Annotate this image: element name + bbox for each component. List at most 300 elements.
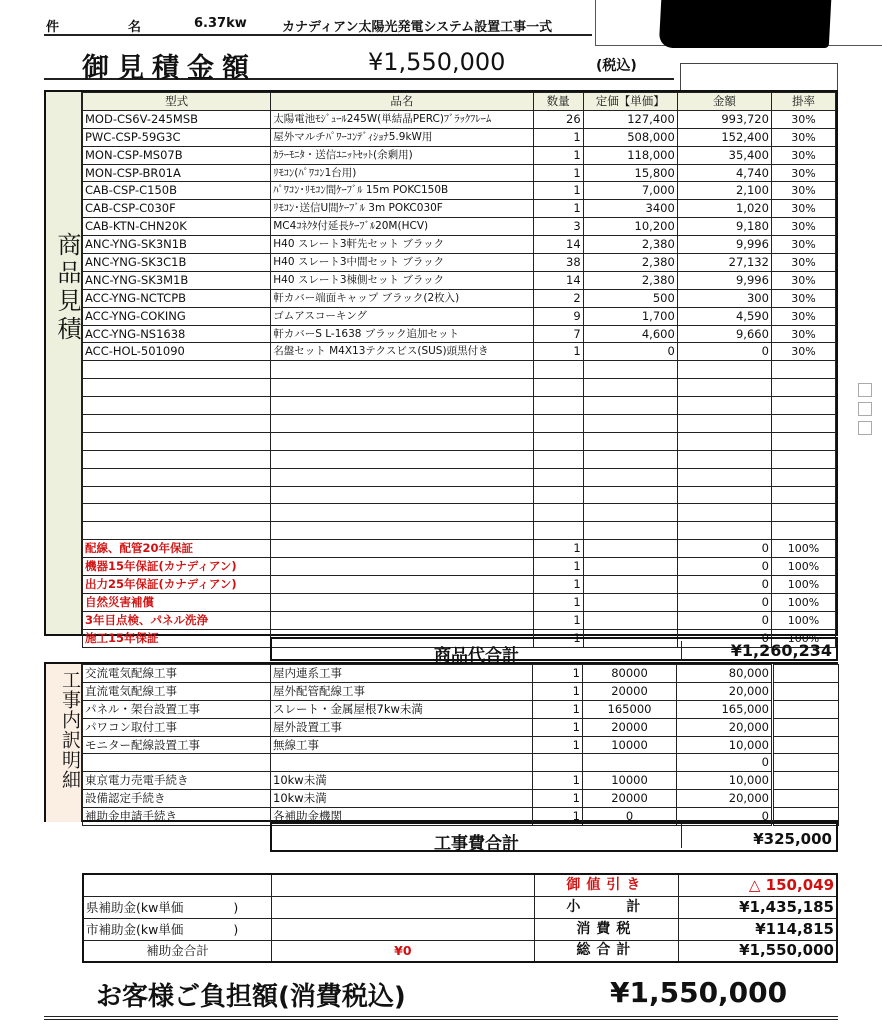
empty-cell: [533, 522, 583, 540]
products-subtotal-row: [270, 637, 838, 666]
price-cell: [583, 593, 677, 611]
price-cell: 80000: [583, 665, 677, 683]
rate-cell: 100%: [771, 540, 835, 558]
qty-cell: 1: [533, 593, 583, 611]
empty-cell: [677, 522, 771, 540]
empty-row: [83, 522, 836, 540]
empty-cell: [677, 432, 771, 450]
checkbox-icon[interactable]: [858, 421, 872, 435]
city-subsidy-value[interactable]: [272, 918, 535, 940]
price-cell: 508,000: [583, 128, 677, 146]
qty-cell: 1: [533, 718, 583, 736]
amount-cell: 27,132: [677, 254, 771, 272]
summary-row: [83, 940, 837, 962]
price-cell: 0: [583, 808, 677, 826]
products-subtotal-value: ¥1,260,234: [730, 641, 832, 660]
total-label: 総合計: [534, 940, 678, 962]
empty-cell: [271, 522, 533, 540]
rate-cell: 30%: [771, 128, 835, 146]
amount-cell: 9,996: [677, 271, 771, 289]
subject-line: [44, 10, 592, 36]
name-cell: 太陽電池ﾓｼﾞｭｰﾙ245W(単結晶PERC)ﾌﾞﾗｯｸﾌﾚｰﾑ: [271, 110, 533, 128]
name-cell: ﾘﾓｺﾝ(ﾊﾟﾜｺﾝ1台用): [271, 164, 533, 182]
model-cell: PWC-CSP-59G3C: [83, 128, 271, 146]
works-total-value: ¥325,000: [753, 830, 832, 848]
empty-cell: [533, 397, 583, 415]
amount-cell: 20,000: [677, 718, 773, 736]
empty-cell: [773, 665, 839, 683]
model-cell: CAB-CSP-C030F: [83, 200, 271, 218]
product-row: [83, 128, 836, 146]
work-row: [83, 700, 839, 718]
customer-payment-value: ¥1,550,000: [610, 976, 788, 1009]
price-cell: 15,800: [583, 164, 677, 182]
qty-cell: 14: [533, 271, 583, 289]
qty-cell: 1: [533, 343, 583, 361]
rate-cell: 100%: [771, 611, 835, 629]
name-cell: 名盤セット M4X13テクスビス(SUS)頭黒付き: [271, 343, 533, 361]
amount-cell: 0: [677, 576, 771, 594]
rate-cell: 100%: [771, 558, 835, 576]
rate-cell: 30%: [771, 146, 835, 164]
model-cell: MOD-CS6V-245MSB: [83, 110, 271, 128]
rate-cell: 30%: [771, 110, 835, 128]
column-header: 掛率: [771, 93, 835, 111]
empty-cell: [533, 468, 583, 486]
work-item-cell: 補助金申請手続き: [83, 808, 271, 826]
product-row: [83, 325, 836, 343]
empty-cell: [533, 361, 583, 379]
empty-cell: [83, 450, 271, 468]
empty-cell: [771, 522, 835, 540]
empty-cell: [583, 486, 677, 504]
qty-cell: 1: [533, 576, 583, 594]
model-cell: ACC-YNG-COKING: [83, 307, 271, 325]
amount-cell: 0: [677, 754, 773, 772]
work-detail-cell: 各補助金機関: [271, 808, 533, 826]
price-cell: 20000: [583, 790, 677, 808]
price-cell: 4,600: [583, 325, 677, 343]
amount-cell: 0: [677, 808, 773, 826]
empty-cell: [83, 522, 271, 540]
empty-cell: [271, 468, 533, 486]
qty-cell: 3: [533, 218, 583, 236]
summary-blank: [272, 874, 535, 896]
work-detail-cell: [271, 754, 533, 772]
work-detail-cell: 10kw未満: [271, 790, 533, 808]
empty-cell: [83, 379, 271, 397]
checkbox-icon[interactable]: [858, 402, 872, 416]
empty-cell: [533, 379, 583, 397]
redaction-mark: [659, 0, 832, 48]
empty-cell: [271, 432, 533, 450]
summary-row: [83, 896, 837, 918]
product-row: [83, 218, 836, 236]
model-cell: CAB-CSP-C150B: [83, 182, 271, 200]
empty-cell: [271, 540, 533, 558]
work-row: [83, 790, 839, 808]
price-cell: 10000: [583, 772, 677, 790]
qty-cell: 1: [533, 772, 583, 790]
warranty-label: 機器15年保証(カナディアン): [83, 558, 271, 576]
empty-cell: [83, 361, 271, 379]
empty-cell: [533, 450, 583, 468]
tax-included-note: (税込): [596, 58, 637, 74]
total-value: ¥1,550,000: [679, 940, 837, 962]
work-item-cell: [83, 754, 271, 772]
capacity: 6.37kw: [194, 16, 247, 31]
qty-cell: 1: [533, 540, 583, 558]
empty-cell: [677, 415, 771, 433]
amount-cell: 9,180: [677, 218, 771, 236]
amount-cell: 10,000: [677, 772, 773, 790]
empty-row: [83, 468, 836, 486]
name-cell: ゴムアスコーキング: [271, 307, 533, 325]
empty-cell: [83, 397, 271, 415]
price-cell: 1,700: [583, 307, 677, 325]
work-row: [83, 736, 839, 754]
price-cell: 500: [583, 289, 677, 307]
product-row: [83, 254, 836, 272]
model-cell: ACC-HOL-501090: [83, 343, 271, 361]
empty-row: [83, 486, 836, 504]
empty-cell: [773, 754, 839, 772]
work-row: [83, 772, 839, 790]
amount-cell: 4,740: [677, 164, 771, 182]
subsidy-total-value: ¥0: [272, 940, 535, 962]
price-cell: 2,380: [583, 236, 677, 254]
rate-cell: 30%: [771, 164, 835, 182]
products-section-label: 商品見積: [53, 232, 81, 344]
model-cell: ANC-YNG-SK3N1B: [83, 236, 271, 254]
empty-cell: [583, 450, 677, 468]
amount-cell: 9,996: [677, 236, 771, 254]
empty-cell: [771, 397, 835, 415]
model-cell: ANC-YNG-SK3C1B: [83, 254, 271, 272]
summary-blank: [83, 874, 272, 896]
city-subsidy-label: 市補助金(kw単価 ): [83, 918, 272, 940]
qty-cell: 1: [533, 200, 583, 218]
amount-cell: 9,660: [677, 325, 771, 343]
empty-cell: [773, 736, 839, 754]
name-cell: H40 スレート3棟側セット ブラック: [271, 271, 533, 289]
pref-subsidy-value[interactable]: [272, 896, 535, 918]
product-row: [83, 236, 836, 254]
price-cell: 3400: [583, 200, 677, 218]
empty-cell: [271, 593, 533, 611]
empty-cell: [771, 450, 835, 468]
empty-cell: [83, 468, 271, 486]
qty-cell: 14: [533, 236, 583, 254]
product-row: [83, 289, 836, 307]
qty-cell: 7: [533, 325, 583, 343]
product-row: [83, 110, 836, 128]
qty-cell: 1: [533, 629, 583, 647]
empty-cell: [533, 415, 583, 433]
amount-cell: 300: [677, 289, 771, 307]
empty-cell: [583, 397, 677, 415]
work-item-cell: パワコン取付工事: [83, 718, 271, 736]
works-total-row: [270, 822, 838, 852]
empty-row: [83, 361, 836, 379]
model-cell: CAB-KTN-CHN20K: [83, 218, 271, 236]
empty-cell: [677, 486, 771, 504]
amount-cell: 4,590: [677, 307, 771, 325]
price-cell: [583, 754, 677, 772]
empty-cell: [677, 397, 771, 415]
rate-cell: 30%: [771, 200, 835, 218]
amount-cell: 0: [677, 593, 771, 611]
qty-cell: 1: [533, 128, 583, 146]
qty-cell: 1: [533, 164, 583, 182]
products-side-band: [46, 92, 82, 634]
empty-cell: [773, 682, 839, 700]
price-cell: [583, 576, 677, 594]
amount-cell: 993,720: [677, 110, 771, 128]
empty-cell: [271, 558, 533, 576]
warranty-label: 配線、配管20年保証: [83, 540, 271, 558]
subsidy-total-label: 補助金合計: [83, 940, 272, 962]
price-cell: 118,000: [583, 146, 677, 164]
product-row: [83, 164, 836, 182]
summary-table: [82, 873, 838, 963]
amount-cell: 0: [677, 343, 771, 361]
price-cell: 10,200: [583, 218, 677, 236]
empty-cell: [771, 504, 835, 522]
empty-cell: [773, 772, 839, 790]
column-header: 数量: [533, 93, 583, 111]
products-subtotal-label: 商品代合計: [272, 641, 682, 661]
empty-cell: [771, 379, 835, 397]
customer-payment-label: お客様ご負担額(消費税込): [96, 982, 406, 1012]
products-header-row: [83, 93, 836, 111]
amount-cell: 152,400: [677, 128, 771, 146]
subject-label-2: 名: [128, 20, 142, 35]
work-item-cell: 直流電気配線工事: [83, 682, 271, 700]
works-total-label: 工事費合計: [272, 824, 682, 848]
column-header: 品名: [271, 93, 533, 111]
empty-cell: [771, 361, 835, 379]
rate-cell: 30%: [771, 254, 835, 272]
amount-cell: 0: [677, 611, 771, 629]
rate-cell: 30%: [771, 289, 835, 307]
empty-cell: [83, 504, 271, 522]
name-cell: ﾊﾟﾜｺﾝ･ﾘﾓｺﾝ間ｹｰﾌﾞﾙ 15m POKC150B: [271, 182, 533, 200]
products-table: [82, 92, 836, 648]
rate-cell: 100%: [771, 593, 835, 611]
empty-cell: [271, 611, 533, 629]
rate-cell: 30%: [771, 271, 835, 289]
summary-row: [83, 918, 837, 940]
subject-label-1: 件: [46, 20, 60, 35]
price-cell: 0: [583, 343, 677, 361]
price-cell: 2,380: [583, 271, 677, 289]
blank-box: [680, 63, 838, 91]
warranty-label: 3年目点検、パネル洗浄: [83, 611, 271, 629]
empty-cell: [773, 700, 839, 718]
price-cell: 10000: [583, 736, 677, 754]
empty-cell: [83, 432, 271, 450]
empty-cell: [677, 450, 771, 468]
price-cell: [583, 558, 677, 576]
checkbox-icon[interactable]: [858, 383, 872, 397]
empty-cell: [533, 486, 583, 504]
work-row: [83, 665, 839, 683]
amount-cell: 0: [677, 558, 771, 576]
estimate-title: 御見積金額: [82, 53, 257, 84]
estimate-amount: ¥1,550,000: [368, 48, 506, 76]
qty-cell: 1: [533, 700, 583, 718]
empty-cell: [271, 486, 533, 504]
summary-row: [83, 874, 837, 896]
price-cell: 2,380: [583, 254, 677, 272]
empty-cell: [773, 718, 839, 736]
empty-cell: [773, 790, 839, 808]
rate-cell: 100%: [771, 629, 835, 647]
model-cell: ANC-YNG-SK3M1B: [83, 271, 271, 289]
amount-cell: 35,400: [677, 146, 771, 164]
model-cell: ACC-YNG-NCTCPB: [83, 289, 271, 307]
warranty-row: [83, 576, 836, 594]
name-cell: ﾘﾓｺﾝ･送信U間ｹｰﾌﾞﾙ 3m POKC030F: [271, 200, 533, 218]
empty-cell: [271, 397, 533, 415]
warranty-row: [83, 593, 836, 611]
empty-row: [83, 415, 836, 433]
warranty-label: 施工15年保証: [83, 629, 271, 647]
column-header: 定価【単価】: [583, 93, 677, 111]
empty-cell: [771, 432, 835, 450]
name-cell: 屋外マルチﾊﾟﾜｰｺﾝﾃﾞｨｼｮﾅ5.9kW用: [271, 128, 533, 146]
tax-value: ¥114,815: [679, 918, 837, 940]
empty-cell: [533, 504, 583, 522]
qty-cell: 1: [533, 808, 583, 826]
rate-cell: 30%: [771, 236, 835, 254]
work-detail-cell: 屋外配管配線工事: [271, 682, 533, 700]
rate-cell: 30%: [771, 343, 835, 361]
name-cell: 軒カバー端面キャップ ブラック(2枚入): [271, 289, 533, 307]
name-cell: MC4ｺﾈｸﾀ付延長ｹｰﾌﾞﾙ20M(HCV): [271, 218, 533, 236]
price-cell: 20000: [583, 718, 677, 736]
empty-cell: [583, 522, 677, 540]
empty-cell: [271, 450, 533, 468]
work-row: [83, 682, 839, 700]
product-row: [83, 182, 836, 200]
name-cell: H40 スレート3軒先セット ブラック: [271, 236, 533, 254]
work-row: [83, 754, 839, 772]
qty-cell: 1: [533, 736, 583, 754]
tax-label: 消費税: [534, 918, 678, 940]
price-cell: 7,000: [583, 182, 677, 200]
empty-cell: [677, 468, 771, 486]
work-item-cell: 設備認定手続き: [83, 790, 271, 808]
empty-cell: [583, 504, 677, 522]
empty-cell: [583, 379, 677, 397]
subtotal-label: 小 計: [534, 896, 678, 918]
work-item-cell: 交流電気配線工事: [83, 665, 271, 683]
empty-cell: [83, 486, 271, 504]
warranty-row: [83, 540, 836, 558]
warranty-row: [83, 558, 836, 576]
discount-value: △ 150,049: [679, 874, 837, 896]
amount-cell: 165,000: [677, 700, 773, 718]
price-cell: 127,400: [583, 110, 677, 128]
name-cell: 軒カバーS L-1638 ブラック追加セット: [271, 325, 533, 343]
amount-cell: 20,000: [677, 790, 773, 808]
empty-row: [83, 450, 836, 468]
amount-cell: 10,000: [677, 736, 773, 754]
model-cell: MON-CSP-BR01A: [83, 164, 271, 182]
name-cell: ｶﾗｰﾓﾆﾀ・送信ﾕﾆｯﾄｾｯﾄ(余剰用): [271, 146, 533, 164]
double-underline: [44, 1016, 838, 1020]
qty-cell: 1: [533, 182, 583, 200]
rate-cell: 30%: [771, 325, 835, 343]
warranty-row: [83, 611, 836, 629]
empty-row: [83, 432, 836, 450]
product-row: [83, 200, 836, 218]
price-cell: 165000: [583, 700, 677, 718]
empty-cell: [533, 432, 583, 450]
qty-cell: 26: [533, 110, 583, 128]
column-header: 型式: [83, 93, 271, 111]
empty-cell: [771, 468, 835, 486]
qty-cell: 1: [533, 682, 583, 700]
empty-cell: [583, 432, 677, 450]
empty-cell: [583, 468, 677, 486]
amount-cell: 80,000: [677, 665, 773, 683]
amount-cell: 1,020: [677, 200, 771, 218]
qty-cell: 2: [533, 289, 583, 307]
price-cell: 20000: [583, 682, 677, 700]
side-toolbar: [858, 383, 874, 440]
empty-cell: [677, 504, 771, 522]
model-cell: ACC-YNG-NS1638: [83, 325, 271, 343]
qty-cell: 1: [533, 558, 583, 576]
rate-cell: 100%: [771, 576, 835, 594]
work-detail-cell: 無線工事: [271, 736, 533, 754]
empty-cell: [677, 379, 771, 397]
product-row: [83, 271, 836, 289]
amount-cell: 20,000: [677, 682, 773, 700]
qty-cell: 1: [533, 790, 583, 808]
work-detail-cell: 屋内連系工事: [271, 665, 533, 683]
empty-cell: [271, 361, 533, 379]
product-row: [83, 343, 836, 361]
amount-cell: 2,100: [677, 182, 771, 200]
subtotal-value: ¥1,435,185: [679, 896, 837, 918]
empty-cell: [271, 379, 533, 397]
qty-cell: [533, 754, 583, 772]
rate-cell: 30%: [771, 218, 835, 236]
work-item-cell: モニター配線設置工事: [83, 736, 271, 754]
price-cell: [583, 611, 677, 629]
rate-cell: 30%: [771, 182, 835, 200]
empty-row: [83, 504, 836, 522]
work-detail-cell: スレート・金属屋根7kw未満: [271, 700, 533, 718]
empty-cell: [583, 415, 677, 433]
empty-cell: [677, 361, 771, 379]
qty-cell: 38: [533, 254, 583, 272]
work-detail-cell: 10kw未満: [271, 772, 533, 790]
empty-cell: [583, 361, 677, 379]
work-item-cell: パネル・架台設置工事: [83, 700, 271, 718]
work-detail-cell: 屋外設置工事: [271, 718, 533, 736]
works-section-label: 工事内訳明細: [59, 670, 81, 790]
name-cell: H40 スレート3中間セット ブラック: [271, 254, 533, 272]
works-table: [82, 664, 839, 826]
empty-cell: [771, 415, 835, 433]
qty-cell: 9: [533, 307, 583, 325]
empty-cell: [83, 415, 271, 433]
